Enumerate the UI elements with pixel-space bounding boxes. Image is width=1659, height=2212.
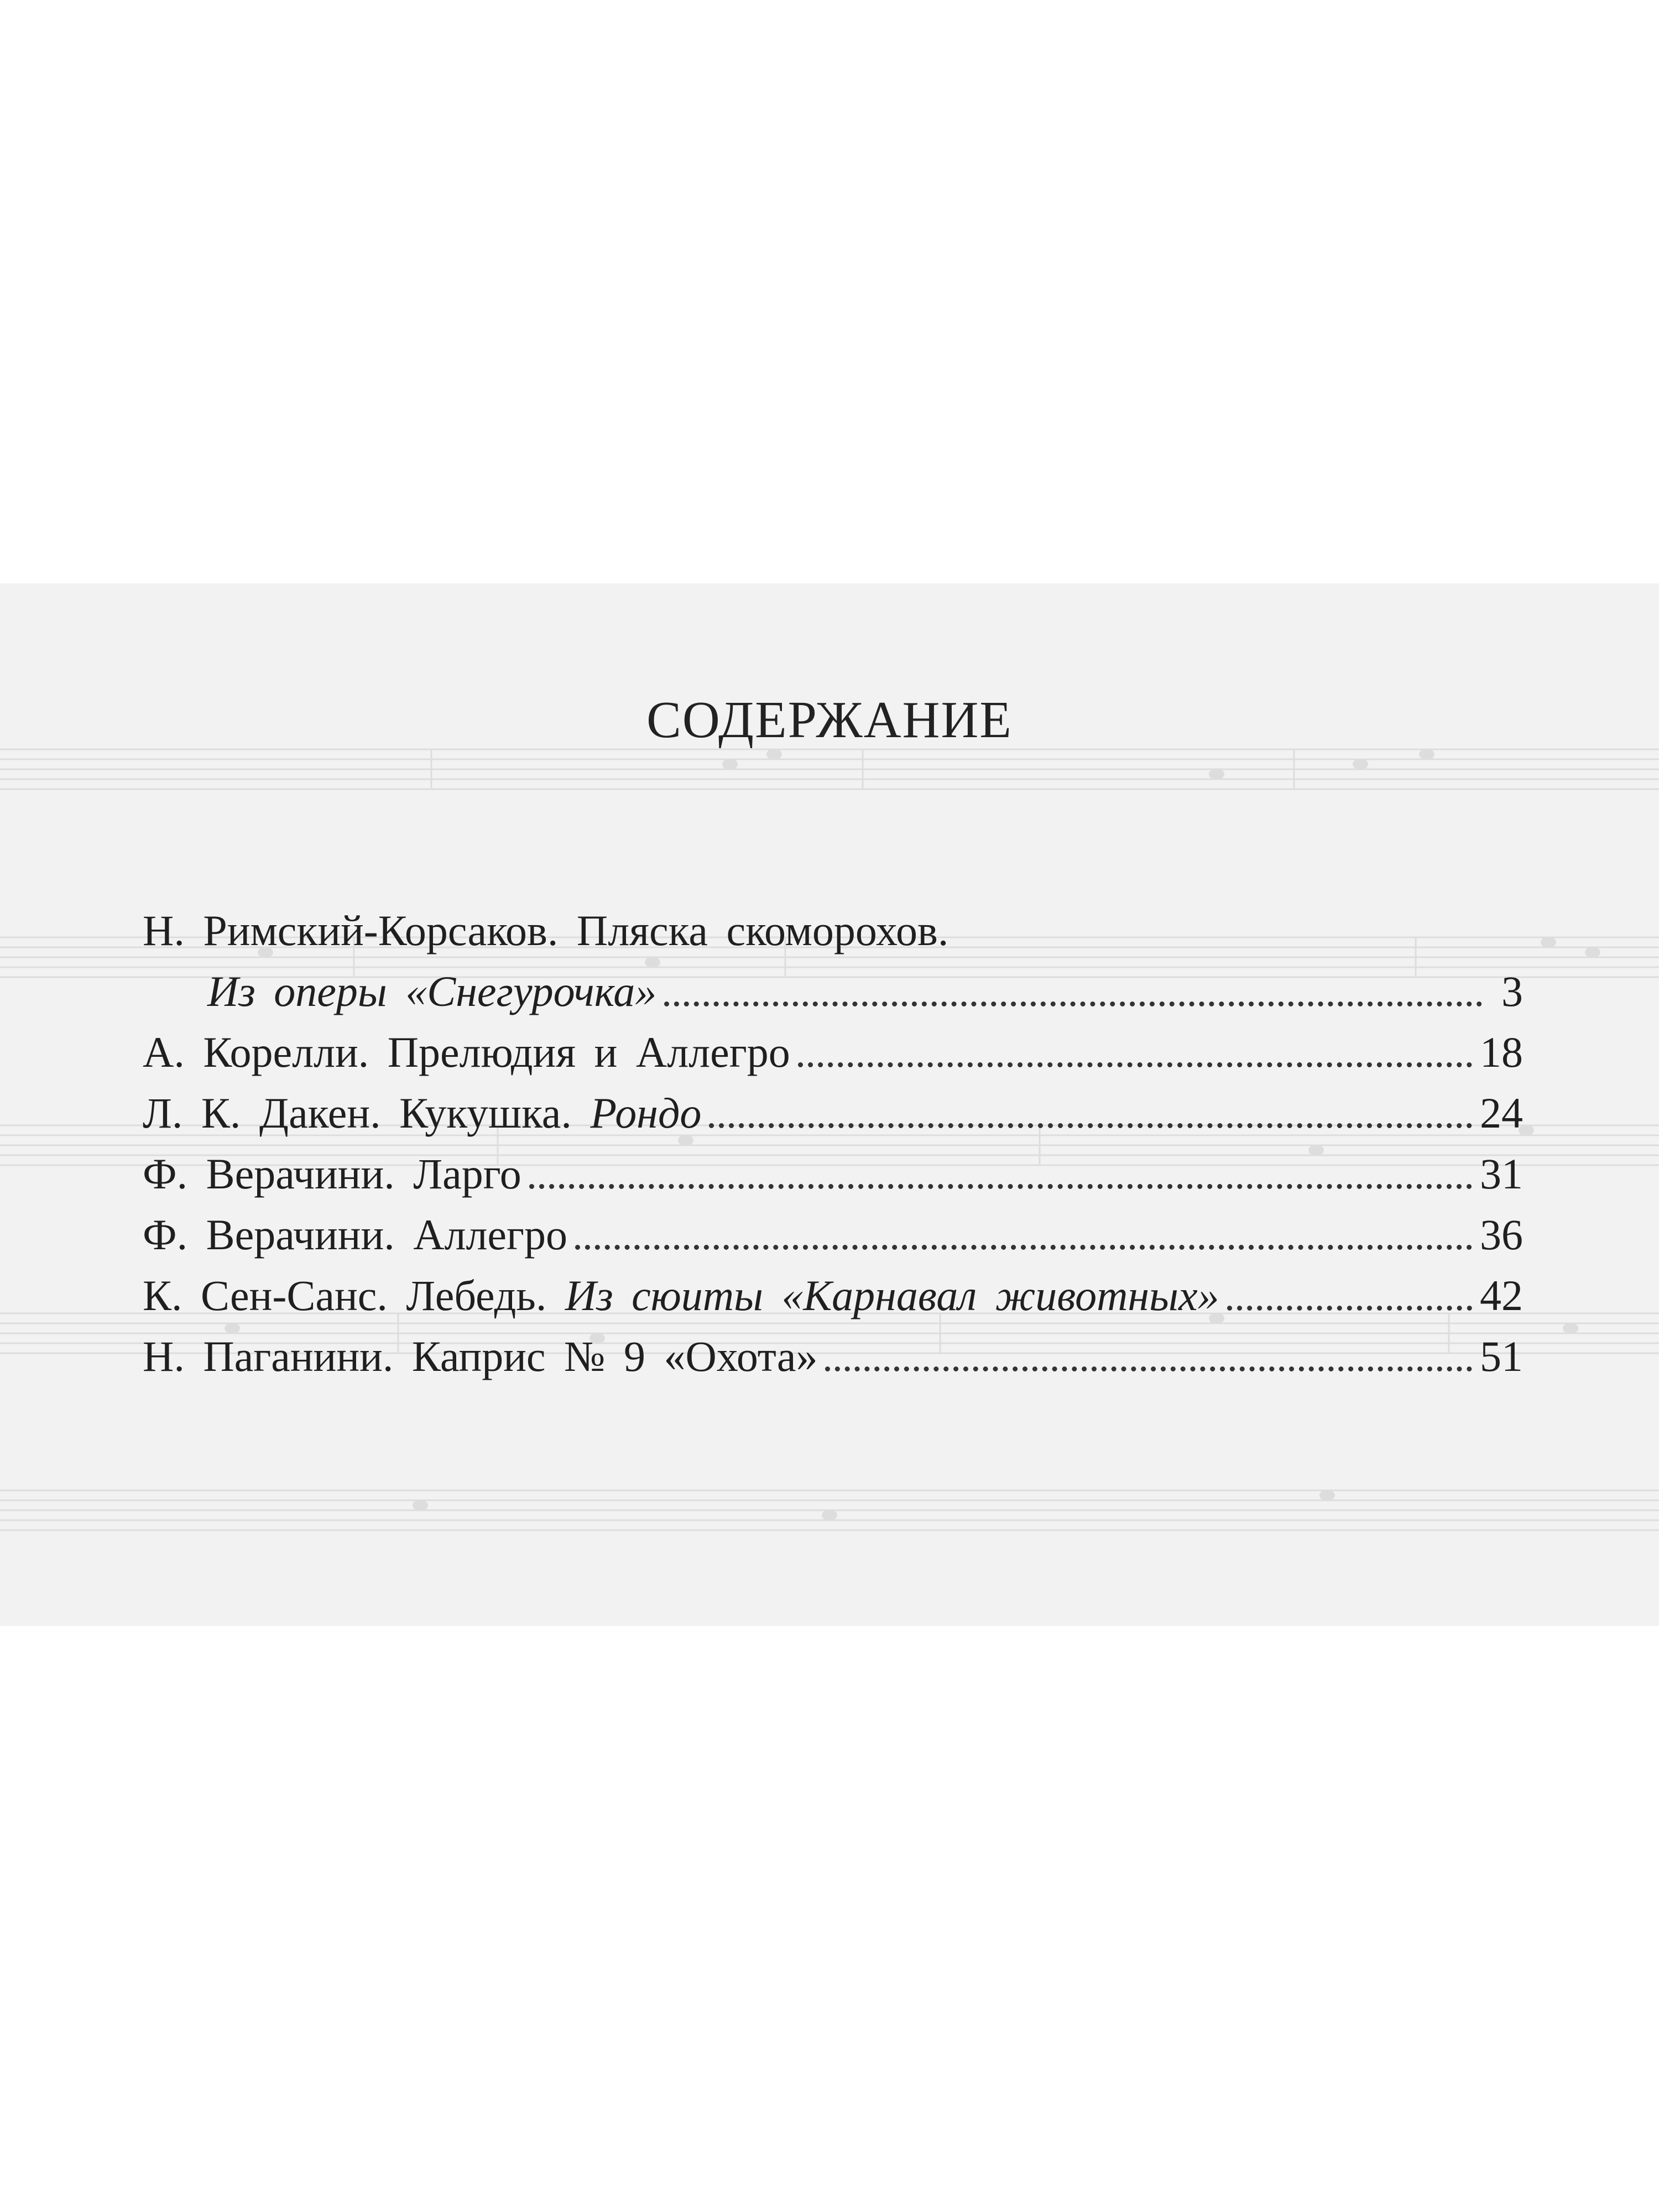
- toc-work: Каприс № 9 «Охота»: [411, 1332, 818, 1381]
- toc-work-source: Из оперы «Снегурочка»: [207, 967, 657, 1016]
- toc-entry-text: [143, 1148, 521, 1200]
- table-of-contents: [0, 583, 1659, 1626]
- toc-page-number: 3: [1501, 967, 1523, 1016]
- toc-entry-text: [143, 1270, 1219, 1322]
- toc-composer: Н. Паганини.: [143, 1332, 394, 1381]
- toc-work: Кукушка.: [399, 1089, 572, 1138]
- toc-composer: К. Сен-Санс.: [143, 1271, 388, 1320]
- toc-work: Прелюдия и Аллегро: [387, 1028, 790, 1077]
- toc-work: Аллегро: [413, 1211, 568, 1259]
- toc-entry-corelli: [143, 1012, 1523, 1078]
- toc-title: СОДЕРЖАНИЕ: [646, 691, 1013, 749]
- toc-composer: А. Корелли.: [143, 1028, 369, 1077]
- toc-page-number: 24: [1480, 1089, 1523, 1138]
- dot-leader: [575, 1245, 1472, 1250]
- dot-leader: [1227, 1306, 1472, 1311]
- dot-leader: [709, 1123, 1472, 1128]
- dot-leader: [529, 1184, 1472, 1189]
- toc-entry-text: [207, 966, 656, 1018]
- toc-entry-text: [143, 905, 948, 957]
- toc-work: Пляска скоморохов.: [576, 906, 949, 955]
- toc-entry-text: [143, 1087, 701, 1139]
- dot-leader: [825, 1366, 1472, 1371]
- toc-page: [0, 583, 1659, 1626]
- toc-page-number: 18: [1480, 1028, 1523, 1077]
- toc-composer: Ф. Верачини.: [143, 1150, 395, 1198]
- toc-composer: Н. Римский-Корсаков.: [143, 906, 559, 955]
- toc-page-number: 51: [1480, 1332, 1523, 1381]
- toc-entry-veracini-largo: [143, 1134, 1523, 1200]
- toc-entry-rimsky-korsakov-continuation: [207, 951, 1523, 1018]
- toc-page-number: 42: [1480, 1271, 1523, 1320]
- toc-entry-saint-saens: [143, 1255, 1523, 1322]
- dot-leader: [664, 1001, 1482, 1006]
- toc-entry-paganini: [143, 1316, 1523, 1383]
- toc-subtitle: Из сюиты «Карнавал животных»: [565, 1271, 1219, 1320]
- toc-subtitle: Рондо: [590, 1089, 702, 1138]
- toc-entry-text: [143, 1026, 790, 1078]
- toc-composer: Ф. Верачини.: [143, 1211, 395, 1259]
- toc-entry-daquin: [143, 1073, 1523, 1139]
- toc-work: Лебедь.: [406, 1271, 547, 1320]
- toc-page-number: 31: [1480, 1150, 1523, 1198]
- toc-entry-text: [143, 1331, 817, 1383]
- toc-page-number: 36: [1480, 1211, 1523, 1259]
- toc-entry-text: [143, 1209, 567, 1261]
- toc-composer: Л. К. Дакен.: [143, 1089, 381, 1138]
- dot-leader: [798, 1062, 1472, 1067]
- toc-work: Ларго: [413, 1150, 521, 1198]
- toc-entry-veracini-allegro: [143, 1194, 1523, 1261]
- toc-entry-rimsky-korsakov: [143, 890, 948, 957]
